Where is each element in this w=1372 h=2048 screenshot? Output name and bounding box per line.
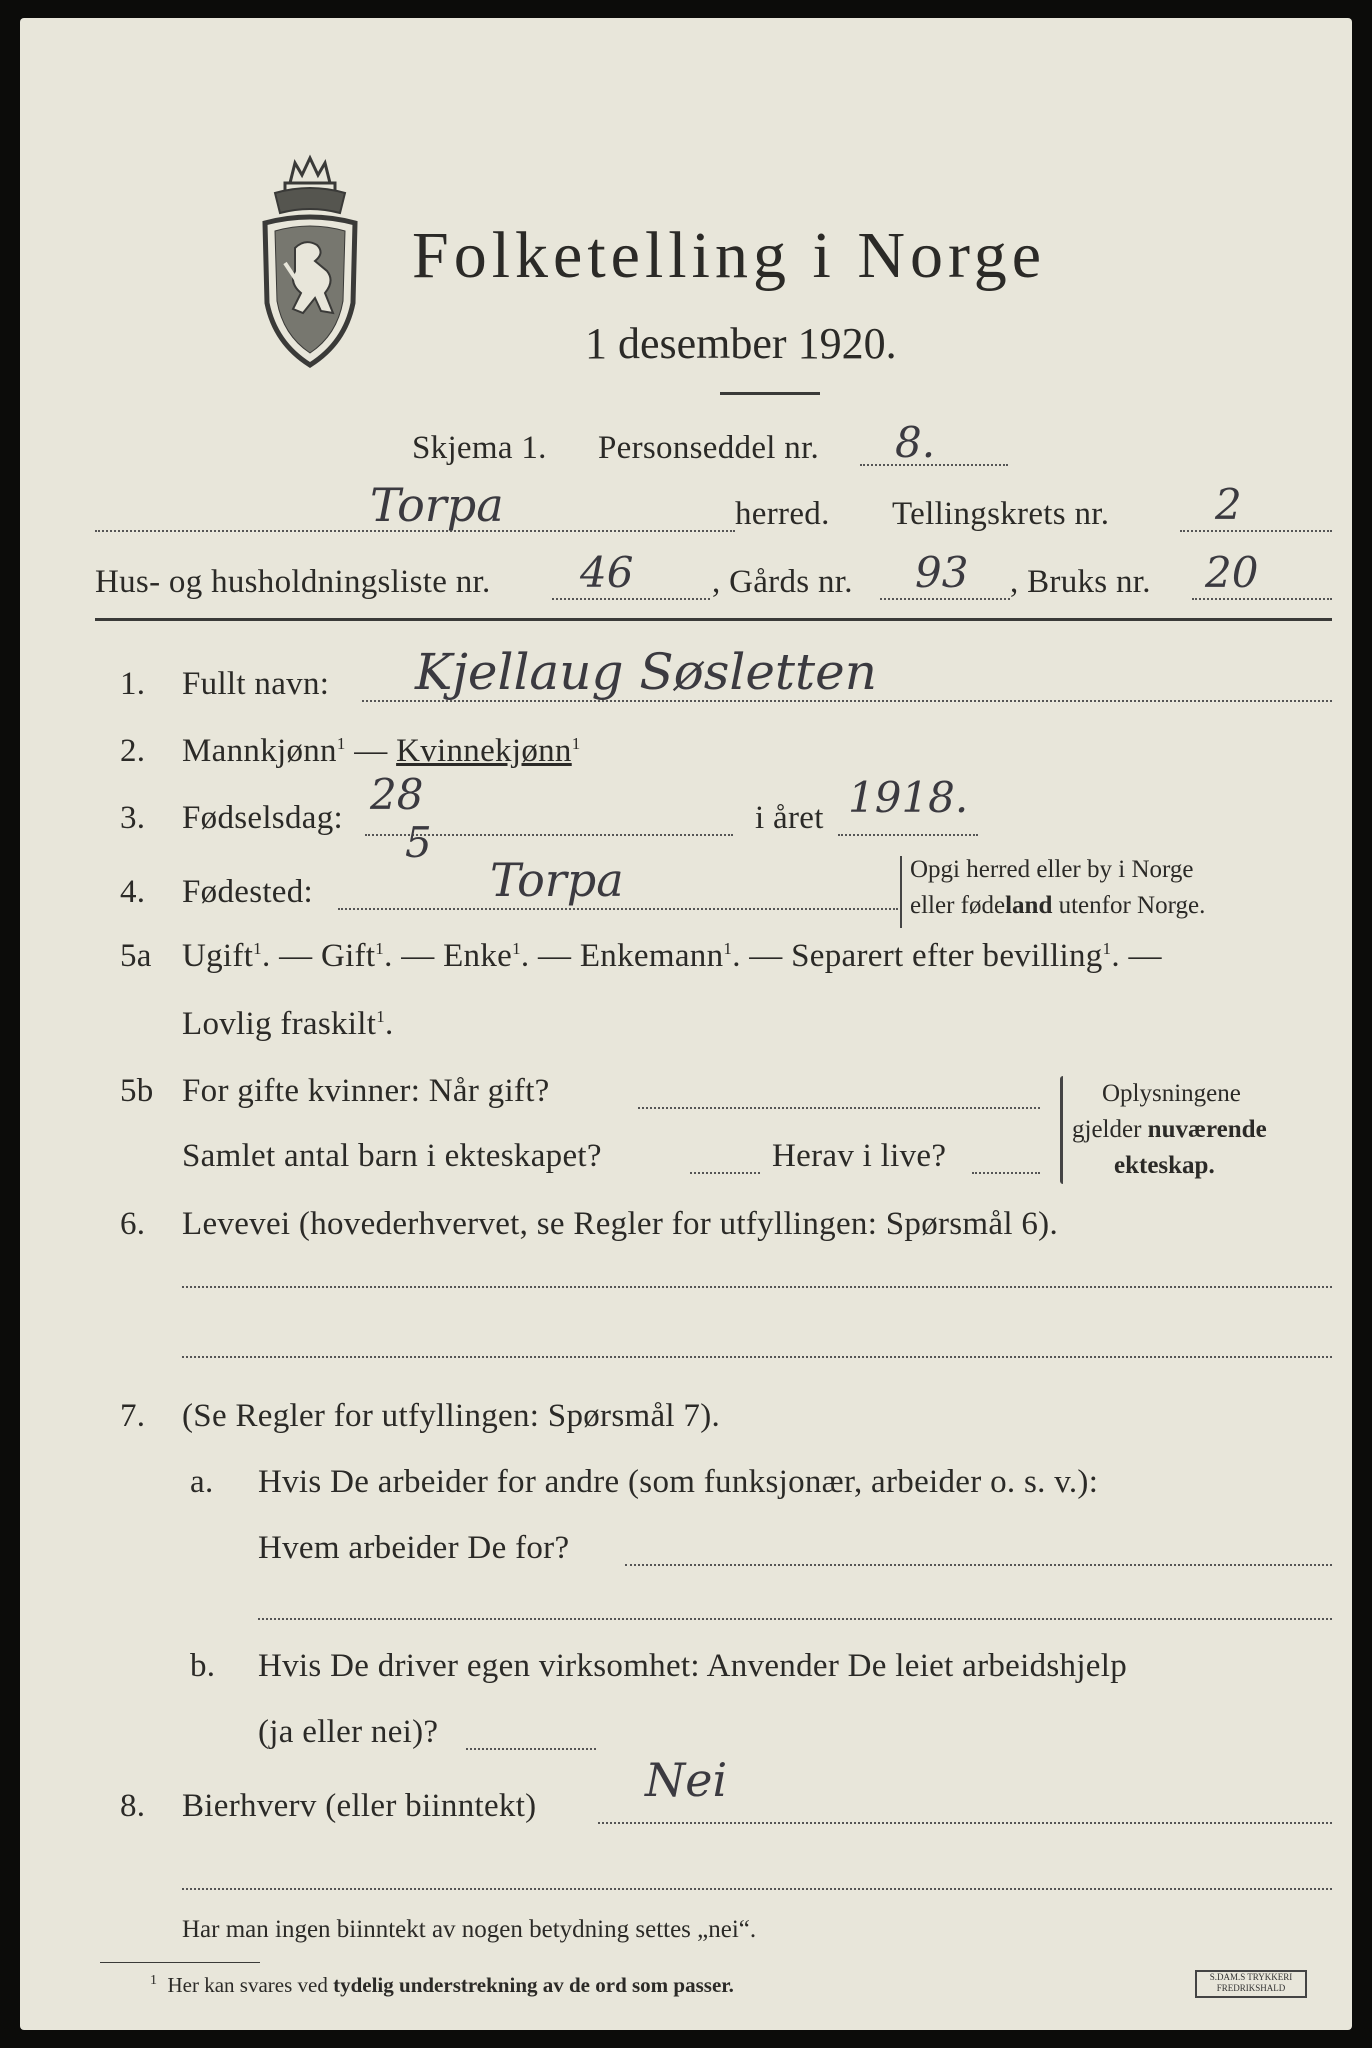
option-separert[interactable]: Separert efter bevilling	[791, 938, 1103, 974]
q5b-note-line2: gjelder nuværende	[1072, 1116, 1267, 1143]
bleed-through-text	[540, 98, 547, 130]
marital-status-options: Ugift$^1$. — Gift$^1$. — Enke$^1$. — Enkemann$^1$. — Separert efter bevilling$^1$. —	[182, 938, 1162, 974]
hus-field-line	[552, 598, 710, 600]
employer-field-line-2	[258, 1618, 1332, 1620]
occupation-line-1	[182, 1286, 1332, 1288]
q5b-alive-label: Herav i live?	[772, 1138, 947, 1174]
birthplace-value[interactable]: Torpa	[490, 853, 624, 907]
q7-number: 7.	[120, 1398, 146, 1434]
herred-value[interactable]: Torpa	[370, 478, 504, 532]
q5b-note-line3: ekteskap.	[1114, 1152, 1215, 1179]
birthplace-field-line	[338, 908, 898, 910]
q7a-line1: Hvis De arbeider for andre (som funksjonær, arbeider o. s. v.):	[258, 1464, 1099, 1500]
side-income-line-2	[182, 1888, 1332, 1890]
bruks-field-line	[1192, 598, 1332, 600]
female-option[interactable]: Kvinnekjønn	[396, 733, 572, 769]
bruks-value[interactable]: 20	[1205, 548, 1259, 597]
q7b-letter: b.	[190, 1648, 216, 1684]
birth-month-value[interactable]: 5	[405, 818, 432, 867]
q4-note-brace	[900, 856, 902, 928]
side-income-field-line	[598, 1822, 1332, 1824]
footer-note: Har man ingen biinntekt av nogen betydning settes „nei“.	[182, 1916, 757, 1943]
option-enkemann[interactable]: Enkemann	[579, 938, 724, 974]
alive-field-line	[972, 1172, 1040, 1174]
option-lovlig-fraskilt[interactable]: Lovlig fraskilt$^1$.	[182, 1006, 394, 1042]
footnote: $^1$ Her kan svares ved tydelig understrekning av de ord som passer.	[150, 1973, 734, 1997]
full-name-value[interactable]: Kjellaug Søsletten	[415, 643, 877, 701]
q5b-line1: For gifte kvinner: Når gift?	[182, 1073, 550, 1109]
census-date: 1 desember 1920.	[585, 319, 897, 368]
option-enke[interactable]: Enke	[443, 938, 513, 974]
q8-number: 8.	[120, 1788, 146, 1824]
q3-number: 3.	[120, 800, 146, 836]
q8-label: Bierhverv (eller biinntekt)	[182, 1788, 537, 1824]
q5b-note-brace	[1060, 1076, 1063, 1184]
q4-note-line1: Opgi herred eller by i Norge	[910, 856, 1194, 883]
hus-value[interactable]: 46	[580, 548, 634, 597]
q5a-number: 5a	[120, 938, 152, 974]
birth-day-value[interactable]: 28	[370, 770, 424, 819]
herred-label: herred.	[735, 496, 830, 532]
q7b-line2: (ja eller nei)?	[258, 1714, 439, 1750]
q5b-number: 5b	[120, 1073, 154, 1109]
q2-options: Mannkjønn$^1$ — Kvinnekjønn$^1$	[182, 733, 581, 769]
q6-number: 6.	[120, 1206, 146, 1242]
q1-number: 1.	[120, 666, 146, 702]
q5b-note-line1: Oplysningene	[1102, 1080, 1241, 1107]
footnote-rule	[100, 1962, 260, 1963]
year-field-line	[838, 834, 978, 836]
q2-number: 2.	[120, 733, 146, 769]
hired-help-field-line	[466, 1748, 596, 1750]
q1-label: Fullt navn:	[182, 666, 330, 702]
gards-value[interactable]: 93	[915, 548, 969, 597]
option-gift[interactable]: Gift	[320, 938, 376, 974]
bruks-label: , Bruks nr.	[1010, 564, 1151, 600]
occupation-line-2	[182, 1356, 1332, 1358]
tellingskrets-label: Tellingskrets nr.	[892, 496, 1110, 532]
tellingskrets-value[interactable]: 2	[1215, 480, 1242, 529]
hus-label: Hus- og husholdningsliste nr.	[95, 564, 491, 600]
printer-stamp: S.DAM.S TRYKKERI FREDRIKSHALD	[1195, 1970, 1307, 1998]
q7a-line2: Hvem arbeider De for?	[258, 1530, 570, 1566]
when-married-field-line	[638, 1107, 1040, 1109]
birth-year-value[interactable]: 1918.	[848, 773, 969, 822]
q4-number: 4.	[120, 874, 146, 910]
personseddel-label: Personseddel nr.	[598, 430, 820, 466]
option-ugift[interactable]: Ugift	[182, 938, 254, 974]
gards-field-line	[880, 598, 1010, 600]
form-title: Folketelling i Norge	[412, 219, 1047, 292]
q3-label: Fødselsdag:	[182, 800, 343, 836]
q7b-line1: Hvis De driver egen virksomhet: Anvender De leiet arbeidshjelp	[258, 1648, 1128, 1684]
employer-field-line	[625, 1564, 1332, 1566]
title-rule	[720, 392, 820, 395]
q4-note-line2: eller fødeland utenfor Norge.	[910, 892, 1206, 919]
header-rule	[95, 618, 1332, 621]
personseddel-value[interactable]: 8.	[895, 418, 936, 467]
q7-label: (Se Regler for utfyllingen: Spørsmål 7).	[182, 1398, 721, 1434]
gards-label: , Gårds nr.	[712, 564, 853, 600]
q4-label: Fødested:	[182, 874, 314, 910]
male-option[interactable]: Mannkjønn	[182, 733, 337, 769]
census-form	[20, 18, 1352, 2030]
q5b-children-label: Samlet antal barn i ekteskapet?	[182, 1138, 602, 1174]
children-field-line	[690, 1172, 760, 1174]
skjema-label: Skjema 1.	[412, 430, 547, 466]
coat-of-arms-icon	[245, 153, 375, 373]
year-label: i året	[755, 800, 824, 836]
tellingskrets-field-line	[1180, 530, 1332, 532]
q6-label: Levevei (hovederhvervet, se Regler for utfyllingen: Spørsmål 6).	[182, 1206, 1059, 1242]
side-income-value[interactable]: Nei	[645, 1753, 728, 1807]
q7a-letter: a.	[190, 1464, 214, 1500]
